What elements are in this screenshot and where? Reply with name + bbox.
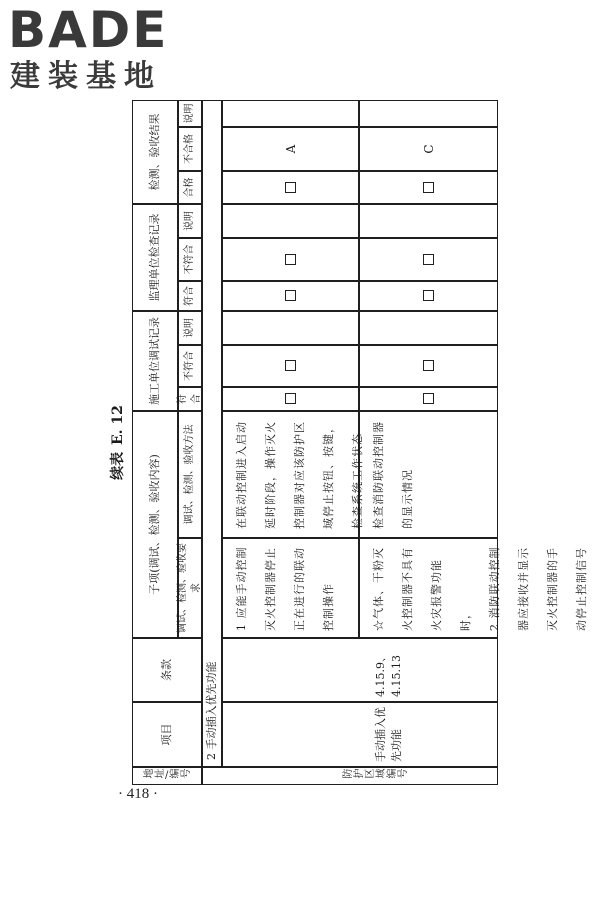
checkbox-icon[interactable] [285, 291, 296, 302]
row1-supervision-comply [222, 281, 359, 311]
construction-note-header: 说明 [178, 311, 202, 345]
checkbox-icon[interactable] [423, 394, 434, 405]
row1-construction-note [222, 311, 359, 345]
supervision-comply-header: 符合 [178, 281, 202, 311]
row2-construction-note [359, 311, 498, 345]
result-group-header: 检测、验收结果 [132, 100, 178, 204]
row2-supervision-comply [359, 281, 498, 311]
clause-col-header: 条款 [132, 638, 202, 702]
row2-supervision-note [359, 204, 498, 238]
result-fail-header: 不合格 [178, 127, 202, 171]
row2-result-fail: C [359, 127, 498, 171]
subitem-group-header: 子项(调试、检测、验收内容) [132, 411, 178, 638]
row2-construction-comply [359, 387, 498, 411]
checkbox-icon[interactable] [285, 361, 296, 372]
row1-method: 在联动控制进入启动延时阶段，操作灭火控制器对应该防护区域停止按钮、按键，检查系统工作状态 [222, 411, 359, 538]
row2-requirement: ☆气体、干粉灭火控制器不具有火灾报警功能时， 2 消防联动控制器应接收并显示灭火控制器的手动停止控制信号 [359, 538, 498, 638]
side-label: 防护区域编号 [342, 770, 408, 781]
supervision-note-header: 说明 [178, 204, 202, 238]
checkbox-icon[interactable] [285, 182, 296, 193]
project-cell [222, 702, 498, 767]
row1-supervision-not-comply [222, 238, 359, 281]
address-col-header: 地址/编号 [132, 767, 202, 785]
row2-result-pass [359, 171, 498, 204]
project-value: 手动插入优先功能 [374, 707, 403, 762]
clause-cell [222, 638, 498, 702]
method-col-header: 调试、检测、验收方法 [178, 411, 202, 538]
checkbox-icon[interactable] [285, 254, 296, 265]
page-number: · 418 · [118, 786, 158, 802]
checkbox-icon[interactable] [423, 254, 434, 265]
requirement-col-header: 调试、检测、验收要求 [178, 538, 202, 638]
checkbox-icon[interactable] [423, 291, 434, 302]
checkbox-icon[interactable] [285, 394, 296, 405]
table-title [108, 100, 128, 785]
inspection-table [132, 100, 588, 785]
project-col-header: 项目 [132, 702, 202, 767]
row2-supervision-not-comply [359, 238, 498, 281]
row2-method: 检查消防联动控制器的显示情况 [359, 411, 498, 538]
clause-value: 4.15.9、4.15.13 [374, 651, 403, 697]
logo-wordmark: BADE [8, 1, 169, 59]
section-label-row: 2 手动插入优先功能 [202, 100, 222, 767]
result-pass-header: 合格 [178, 171, 202, 204]
construction-group-header: 施工单位调试记录 [132, 311, 178, 411]
checkbox-icon[interactable] [423, 361, 434, 372]
supervision-not-comply-header: 不符合 [178, 238, 202, 281]
row1-result-note [222, 100, 359, 127]
checkbox-icon[interactable] [423, 182, 434, 193]
row1-supervision-note [222, 204, 359, 238]
row1-construction-not-comply [222, 345, 359, 387]
logo [8, 1, 188, 104]
row1-requirement: 1 应能手动控制灭火控制器停止正在进行的联动控制操作 [222, 538, 359, 638]
row2-result-note [359, 100, 498, 127]
construction-comply-header: 符合 [178, 387, 202, 411]
row1-result-pass [222, 171, 359, 204]
row2-construction-not-comply [359, 345, 498, 387]
supervision-group-header: 监理单位检查记录 [132, 204, 178, 311]
table-title-prefix: 续表 [110, 451, 126, 480]
table-title-code: E. 12 [110, 405, 126, 446]
row1-result-fail: A [222, 127, 359, 171]
result-note-header: 说明 [178, 100, 202, 127]
rotated-table-page [108, 100, 588, 785]
logo-subtitle: 建装基地 [10, 59, 162, 94]
construction-not-comply-header: 不符合 [178, 345, 202, 387]
row1-construction-comply [222, 387, 359, 411]
